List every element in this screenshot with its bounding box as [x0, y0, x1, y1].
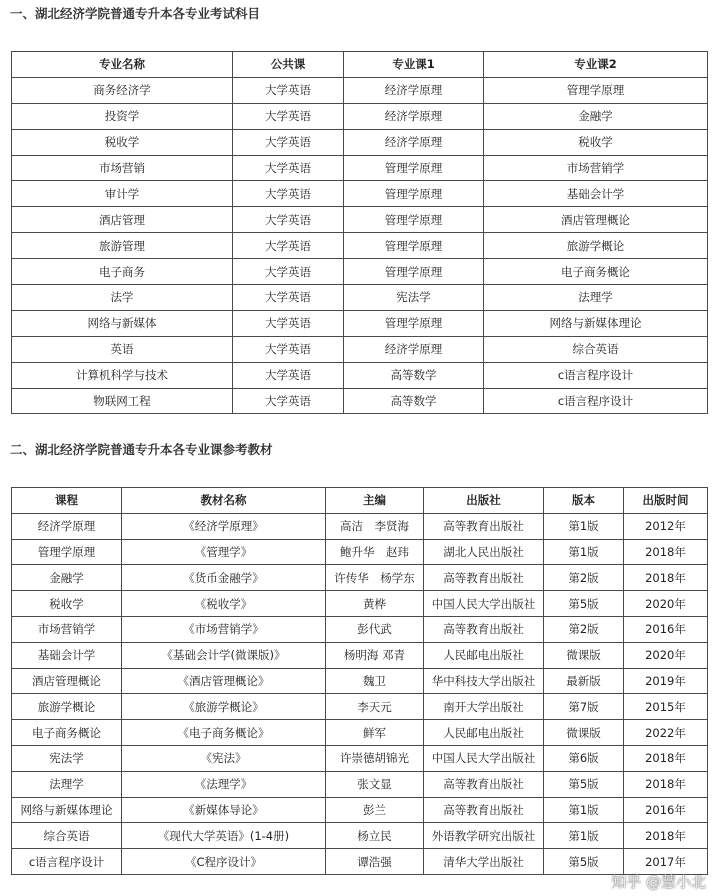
table-row	[12, 181, 708, 207]
table-cell: 高等教育出版社	[424, 616, 544, 642]
table-cell: 经济学原理	[344, 103, 484, 129]
table-cell: 宪法学	[344, 285, 484, 311]
table-cell: 经济学原理	[344, 336, 484, 362]
table-cell: 大学英语	[233, 155, 344, 181]
table-cell: 第5版	[544, 849, 624, 875]
table-cell: 法学	[12, 285, 233, 311]
table-cell: 《C程序设计》	[122, 849, 326, 875]
textbooks-table	[11, 487, 708, 875]
table-cell: 高等教育出版社	[424, 565, 544, 591]
table-cell: 商务经济学	[12, 77, 233, 103]
table-cell: 大学英语	[233, 207, 344, 233]
table-cell: 中国人民大学出版社	[424, 591, 544, 617]
table-cell: 第1版	[544, 539, 624, 565]
table-cell: 审计学	[12, 181, 233, 207]
table-cell: 大学英语	[233, 388, 344, 414]
table-cell: 2022年	[624, 720, 708, 746]
column-header: 版本	[544, 488, 624, 514]
table-cell: 《电子商务概论》	[122, 720, 326, 746]
table-cell: 管理学原理	[344, 155, 484, 181]
table-cell: 魏卫	[326, 668, 424, 694]
table-cell: 2018年	[624, 771, 708, 797]
table-cell: 第5版	[544, 771, 624, 797]
table-cell: 综合英语	[484, 336, 708, 362]
table-cell: 税收学	[12, 591, 122, 617]
table-header-row	[12, 52, 708, 78]
table-cell: 人民邮电出版社	[424, 720, 544, 746]
table-cell: 第1版	[544, 797, 624, 823]
table-cell: 2018年	[624, 745, 708, 771]
table-cell: 大学英语	[233, 77, 344, 103]
table-cell: 高等教育出版社	[424, 513, 544, 539]
table-cell: 第6版	[544, 745, 624, 771]
table-cell: 基础会计学	[12, 642, 122, 668]
table-cell: 张文显	[326, 771, 424, 797]
table-cell: 投资学	[12, 103, 233, 129]
table-cell: 《市场营销学》	[122, 616, 326, 642]
table-cell: 大学英语	[233, 336, 344, 362]
table-cell: 网络与新媒体理论	[484, 310, 708, 336]
table-cell: 《酒店管理概论》	[122, 668, 326, 694]
table-cell: 微课版	[544, 720, 624, 746]
column-header: 专业课1	[344, 52, 484, 78]
column-header: 教材名称	[122, 488, 326, 514]
table-cell: 管理学原理	[12, 539, 122, 565]
table-cell: 2017年	[624, 849, 708, 875]
table-cell: 酒店管理概论	[12, 668, 122, 694]
table-cell: 电子商务概论	[484, 259, 708, 285]
table-cell: 第5版	[544, 591, 624, 617]
table-cell: 管理学原理	[344, 310, 484, 336]
table-cell: 2016年	[624, 797, 708, 823]
table-cell: 许崇德胡锦光	[326, 745, 424, 771]
table-cell: 高等教育出版社	[424, 771, 544, 797]
table-cell: 大学英语	[233, 181, 344, 207]
table-cell: 2016年	[624, 616, 708, 642]
table-row	[12, 155, 708, 181]
table-cell: c语言程序设计	[484, 388, 708, 414]
table-cell: 2019年	[624, 668, 708, 694]
table-cell: 税收学	[12, 129, 233, 155]
column-header: 课程	[12, 488, 122, 514]
table-cell: 第2版	[544, 616, 624, 642]
table-cell: 中国人民大学出版社	[424, 745, 544, 771]
table-cell: 旅游学概论	[12, 694, 122, 720]
table-cell: 《宪法》	[122, 745, 326, 771]
table-cell: 经济学原理	[344, 129, 484, 155]
table-cell: 2018年	[624, 565, 708, 591]
table-cell: 第2版	[544, 565, 624, 591]
table-cell: 大学英语	[233, 285, 344, 311]
table-cell: 经济学原理	[12, 513, 122, 539]
section2-title: 二、湖北经济学院普通专升本各专业课参考教材	[10, 442, 273, 457]
table-cell: 《新媒体导论》	[122, 797, 326, 823]
table-cell: 第1版	[544, 823, 624, 849]
table-cell: 2018年	[624, 539, 708, 565]
table-cell: 基础会计学	[484, 181, 708, 207]
table-cell: 物联网工程	[12, 388, 233, 414]
table-cell: 《税收学》	[122, 591, 326, 617]
table-cell: 网络与新媒体	[12, 310, 233, 336]
table-row	[12, 233, 708, 259]
table-cell: 彭兰	[326, 797, 424, 823]
table-cell: 杨明海 邓青	[326, 642, 424, 668]
table-cell: 外语教学研究出版社	[424, 823, 544, 849]
table-cell: 微课版	[544, 642, 624, 668]
table-row	[12, 591, 708, 617]
textbooks-body	[12, 513, 708, 874]
table-cell: 清华大学出版社	[424, 849, 544, 875]
table-row	[12, 642, 708, 668]
table-cell: 2012年	[624, 513, 708, 539]
table-cell: 大学英语	[233, 129, 344, 155]
table-cell: 法理学	[484, 285, 708, 311]
table-cell: 鲍升华 赵玮	[326, 539, 424, 565]
watermark: 知乎 @慧小北	[611, 873, 706, 891]
table-cell: 税收学	[484, 129, 708, 155]
table-cell: 《货币金融学》	[122, 565, 326, 591]
table-row	[12, 362, 708, 388]
table-cell: 经济学原理	[344, 77, 484, 103]
table-cell: 金融学	[12, 565, 122, 591]
column-header: 专业名称	[12, 52, 233, 78]
table-cell: 《基础会计学(微课版)》	[122, 642, 326, 668]
table-row	[12, 259, 708, 285]
table-cell: 高等数学	[344, 388, 484, 414]
table-cell: 管理学原理	[344, 259, 484, 285]
table-cell: 酒店管理概论	[484, 207, 708, 233]
table-cell: 管理学原理	[484, 77, 708, 103]
table-cell: 计算机科学与技术	[12, 362, 233, 388]
table-row	[12, 745, 708, 771]
column-header: 主编	[326, 488, 424, 514]
table-cell: 大学英语	[233, 362, 344, 388]
table-cell: 大学英语	[233, 310, 344, 336]
table-cell: 最新版	[544, 668, 624, 694]
table-cell: 宪法学	[12, 745, 122, 771]
exam-subjects-table	[11, 51, 708, 414]
table-cell: 大学英语	[233, 103, 344, 129]
table-row	[12, 797, 708, 823]
column-header: 出版时间	[624, 488, 708, 514]
table-cell: 酒店管理	[12, 207, 233, 233]
table-cell: 南开大学出版社	[424, 694, 544, 720]
table-cell: 市场营销学	[484, 155, 708, 181]
table-cell: 华中科技大学出版社	[424, 668, 544, 694]
table-row	[12, 129, 708, 155]
table-row	[12, 103, 708, 129]
table-cell: 电子商务概论	[12, 720, 122, 746]
table-row	[12, 823, 708, 849]
table-cell: 英语	[12, 336, 233, 362]
exam-subjects-body	[12, 77, 708, 414]
table-row	[12, 77, 708, 103]
table-row	[12, 388, 708, 414]
table-cell: 杨立民	[326, 823, 424, 849]
table-cell: 谭浩强	[326, 849, 424, 875]
table-row	[12, 849, 708, 875]
table-cell: 第7版	[544, 694, 624, 720]
table-row	[12, 539, 708, 565]
table-cell: 高洁 李贤海	[326, 513, 424, 539]
table-row	[12, 336, 708, 362]
table-cell: 2020年	[624, 642, 708, 668]
table-cell: 《管理学》	[122, 539, 326, 565]
table-cell: 市场营销	[12, 155, 233, 181]
table-cell: 湖北人民出版社	[424, 539, 544, 565]
table-cell: 市场营销学	[12, 616, 122, 642]
table-cell: c语言程序设计	[12, 849, 122, 875]
section1-title: 一、湖北经济学院普通专升本各专业考试科目	[10, 6, 261, 21]
table-cell: 人民邮电出版社	[424, 642, 544, 668]
table-cell: 第1版	[544, 513, 624, 539]
table-cell: 电子商务	[12, 259, 233, 285]
table-cell: 《旅游学概论》	[122, 694, 326, 720]
table-header-row	[12, 488, 708, 514]
table-cell: 《经济学原理》	[122, 513, 326, 539]
column-header: 出版社	[424, 488, 544, 514]
table-cell: 管理学原理	[344, 181, 484, 207]
table-row	[12, 513, 708, 539]
table-cell: 许传华 杨学东	[326, 565, 424, 591]
table-cell: 彭代武	[326, 616, 424, 642]
table-row	[12, 720, 708, 746]
table-cell: 旅游管理	[12, 233, 233, 259]
table-cell: 网络与新媒体理论	[12, 797, 122, 823]
table-cell: 大学英语	[233, 233, 344, 259]
table-row	[12, 668, 708, 694]
table-cell: 法理学	[12, 771, 122, 797]
table-row	[12, 207, 708, 233]
column-header: 专业课2	[484, 52, 708, 78]
table-cell: 旅游学概论	[484, 233, 708, 259]
table-cell: 《现代大学英语》(1-4册)	[122, 823, 326, 849]
table-row	[12, 771, 708, 797]
table-cell: 综合英语	[12, 823, 122, 849]
table-cell: 李天元	[326, 694, 424, 720]
table-cell: 高等数学	[344, 362, 484, 388]
table-cell: 《法理学》	[122, 771, 326, 797]
table-cell: c语言程序设计	[484, 362, 708, 388]
table-cell: 鲜军	[326, 720, 424, 746]
table-cell: 2018年	[624, 823, 708, 849]
table-cell: 管理学原理	[344, 207, 484, 233]
table-row	[12, 694, 708, 720]
table-cell: 金融学	[484, 103, 708, 129]
table-cell: 大学英语	[233, 259, 344, 285]
table-row	[12, 285, 708, 311]
table-cell: 管理学原理	[344, 233, 484, 259]
table-row	[12, 616, 708, 642]
table-cell: 2015年	[624, 694, 708, 720]
table-cell: 高等教育出版社	[424, 797, 544, 823]
column-header: 公共课	[233, 52, 344, 78]
table-row	[12, 565, 708, 591]
table-cell: 2020年	[624, 591, 708, 617]
table-row	[12, 310, 708, 336]
table-cell: 黄桦	[326, 591, 424, 617]
